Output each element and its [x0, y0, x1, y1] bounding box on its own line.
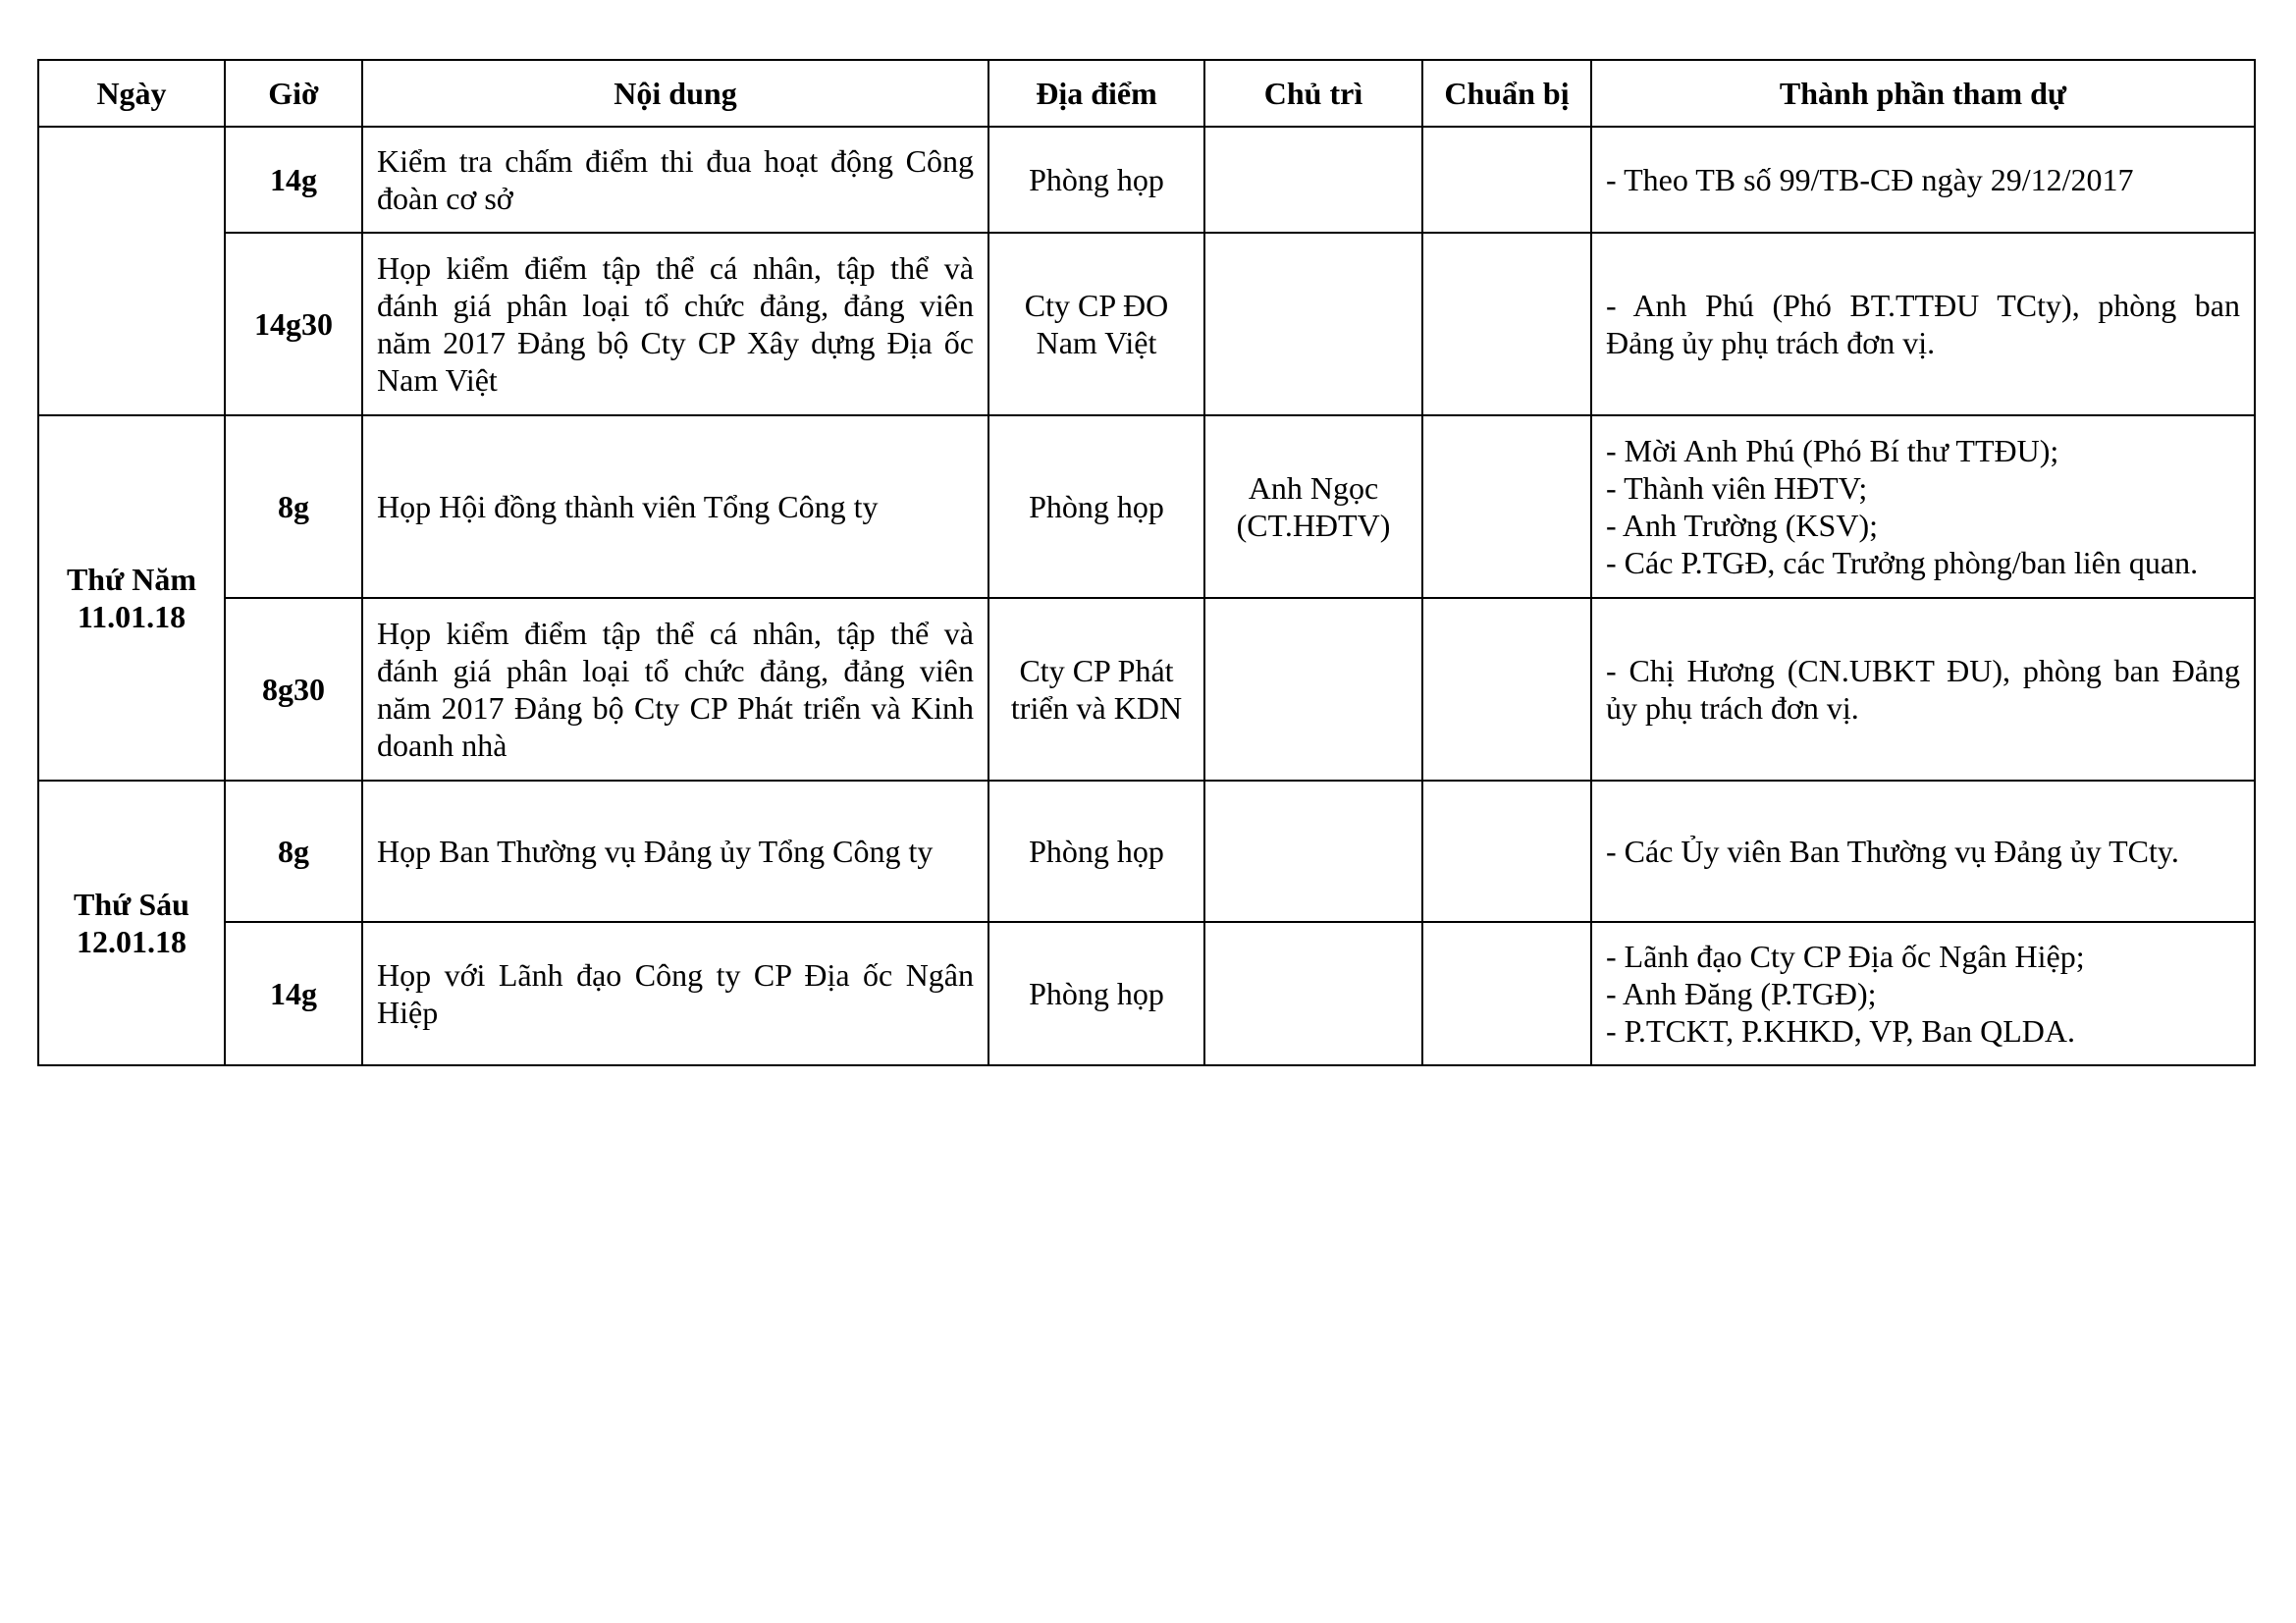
attendee-line: - Chị Hương (CN.UBKT ĐU), phòng ban Đảng ủy phụ trách đơn vị. — [1606, 653, 2240, 726]
header-prep: Chuẩn bị — [1422, 60, 1591, 127]
attendee-line: - Mời Anh Phú (Phó Bí thư TTĐU); — [1606, 433, 2059, 468]
time-cell: 8g30 — [225, 598, 362, 781]
time-cell: 14g30 — [225, 233, 362, 415]
prep-cell — [1422, 922, 1591, 1065]
day-cell-empty — [38, 127, 225, 415]
content-cell: Họp với Lãnh đạo Công ty CP Địa ốc Ngân Hiệp — [362, 922, 988, 1065]
header-content: Nội dung — [362, 60, 988, 127]
table-row — [38, 127, 2255, 233]
time-cell: 8g — [225, 781, 362, 922]
chair-cell — [1204, 781, 1422, 922]
header-place: Địa điểm — [988, 60, 1204, 127]
prep-cell — [1422, 781, 1591, 922]
day-date: 12.01.18 — [77, 924, 187, 959]
attendee-line: - P.TCKT, P.KHKD, VP, Ban QLDA. — [1606, 1013, 2075, 1049]
header-attendees: Thành phần tham dự — [1591, 60, 2255, 127]
table-row — [38, 598, 2255, 781]
place-cell: Cty CP ĐO Nam Việt — [988, 233, 1204, 415]
day-cell — [38, 781, 225, 1065]
attendee-line: - Thành viên HĐTV; — [1606, 470, 1868, 506]
place-cell: Cty CP Phát triển và KDN — [988, 598, 1204, 781]
time-cell: 14g — [225, 922, 362, 1065]
table-row — [38, 781, 2255, 922]
prep-cell — [1422, 127, 1591, 233]
attendees-cell — [1591, 922, 2255, 1065]
content-cell: Họp Ban Thường vụ Đảng ủy Tổng Công ty — [362, 781, 988, 922]
attendee-line: - Anh Trường (KSV); — [1606, 508, 1878, 543]
place-cell: Phòng họp — [988, 922, 1204, 1065]
content-cell: Họp kiểm điểm tập thể cá nhân, tập thể và đánh giá phân loại tổ chức đảng, đảng viên năm 2017 Đảng bộ Cty CP Phát triển và Kinh doanh nhà — [362, 598, 988, 781]
attendees-cell — [1591, 598, 2255, 781]
time-cell: 14g — [225, 127, 362, 233]
attendees-cell — [1591, 781, 2255, 922]
attendee-line: - Theo TB số 99/TB-CĐ ngày 29/12/2017 — [1606, 162, 2134, 197]
table-row — [38, 922, 2255, 1065]
content-cell: Họp kiểm điểm tập thể cá nhân, tập thể và đánh giá phân loại tổ chức đảng, đảng viên năm 2017 Đảng bộ Cty CP Xây dựng Địa ốc Nam Việt — [362, 233, 988, 415]
place-cell: Phòng họp — [988, 781, 1204, 922]
table-row — [38, 415, 2255, 598]
attendees-cell — [1591, 233, 2255, 415]
prep-cell — [1422, 598, 1591, 781]
table-row — [38, 233, 2255, 415]
time-cell: 8g — [225, 415, 362, 598]
attendee-line: - Lãnh đạo Cty CP Địa ốc Ngân Hiệp; — [1606, 939, 2085, 974]
chair-cell — [1204, 598, 1422, 781]
day-cell — [38, 415, 225, 781]
table-header — [38, 60, 2255, 127]
prep-cell — [1422, 415, 1591, 598]
attendee-line: - Các Ủy viên Ban Thường vụ Đảng ủy TCty. — [1606, 834, 2179, 869]
prep-cell — [1422, 233, 1591, 415]
day-date: 11.01.18 — [77, 599, 187, 634]
content-cell: Kiểm tra chấm điểm thi đua hoạt động Công đoàn cơ sở — [362, 127, 988, 233]
place-cell: Phòng họp — [988, 127, 1204, 233]
attendees-cell — [1591, 127, 2255, 233]
attendee-line: - Các P.TGĐ, các Trưởng phòng/ban liên quan. — [1606, 545, 2199, 580]
content-cell: Họp Hội đồng thành viên Tổng Công ty — [362, 415, 988, 598]
day-name: Thứ Sáu — [74, 887, 189, 922]
place-cell: Phòng họp — [988, 415, 1204, 598]
schedule-table — [37, 59, 2256, 1066]
attendee-line: - Anh Phú (Phó BT.TTĐU TCty), phòng ban Đảng ủy phụ trách đơn vị. — [1606, 288, 2240, 360]
attendees-cell — [1591, 415, 2255, 598]
attendee-line: - Anh Đăng (P.TGĐ); — [1606, 976, 1877, 1011]
header-day: Ngày — [38, 60, 225, 127]
day-name: Thứ Năm — [66, 562, 197, 597]
chair-cell: Anh Ngọc (CT.HĐTV) — [1204, 415, 1422, 598]
chair-cell — [1204, 922, 1422, 1065]
header-chair: Chủ trì — [1204, 60, 1422, 127]
chair-cell — [1204, 127, 1422, 233]
header-time: Giờ — [225, 60, 362, 127]
chair-cell — [1204, 233, 1422, 415]
